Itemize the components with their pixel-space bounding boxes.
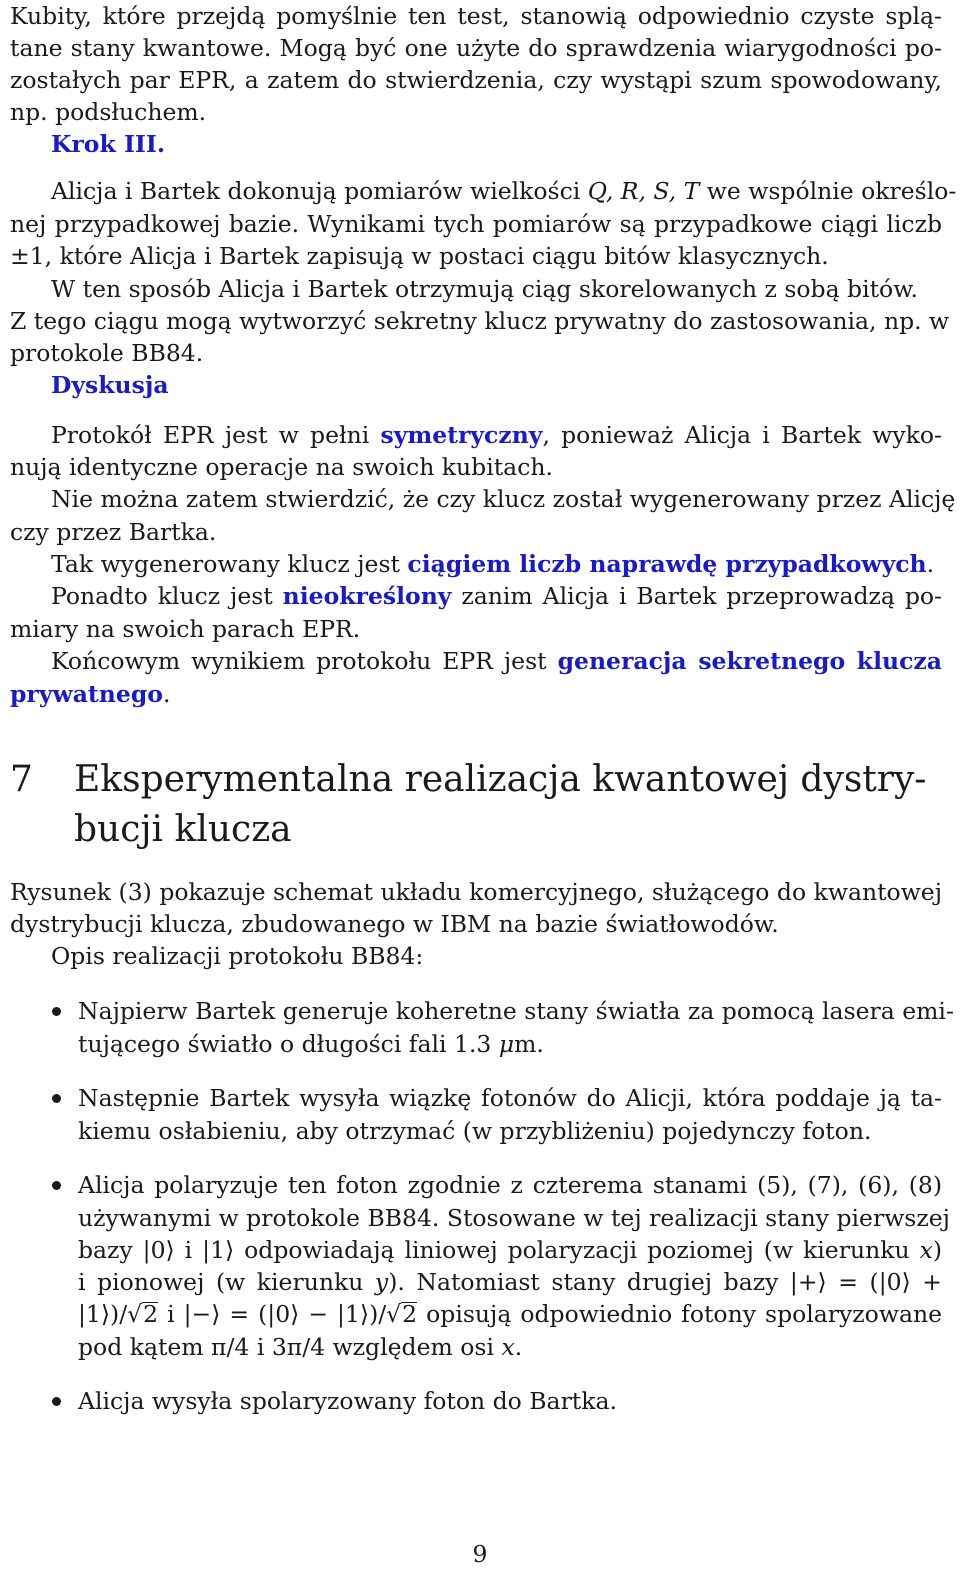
text-line: zostałych par EPR, a zatem do stwierdzenia, czy wystąpi szum spowodowany, [10, 66, 942, 94]
text-line: Tak wygenerowany klucz jest ciągiem liczb naprawdę przypadkowych. [51, 550, 935, 578]
section-number: 7 [10, 759, 33, 800]
text-line: Końcowym wynikiem protokołu EPR jest generacja sekretnego klucza [51, 647, 942, 675]
list-item: |1⟩)/√2 i |−⟩ = (|0⟩ − |1⟩)/√2 opisują odpowiednio fotony spolaryzowane [78, 1300, 943, 1328]
discussion-heading: Dyskusja [51, 371, 169, 399]
text-line: Alicja i Bartek dokonują pomiarów wielkości Q, R, S, T we wspólnie określo- [51, 177, 957, 205]
list-item: Alicja polaryzuje ten foton zgodnie z czterema stanami (5), (7), (6), (8) [78, 1171, 942, 1199]
text-line: Rysunek (3) pokazuje schemat układu komercyjnego, służącego do kwantowej [10, 878, 942, 906]
text-line: Protokół EPR jest w pełni symetryczny, ponieważ Alicja i Bartek wyko- [51, 421, 942, 449]
text-line: nują identyczne operacje na swoich kubitach. [10, 453, 553, 481]
text-line: protokole BB84. [10, 339, 204, 367]
bullet-marker [52, 1397, 61, 1406]
text-line: prywatnego. [10, 680, 171, 708]
step-heading: Krok III. [51, 130, 166, 158]
bullet-marker [52, 1094, 61, 1103]
list-item: Następnie Bartek wysyła wiązkę fotonów do Alicji, która poddaje ją ta- [78, 1084, 942, 1112]
text-line: Kubity, które przejdą pomyślnie ten test, stanowią odpowiednio czyste splą- [10, 2, 942, 30]
text-line: Opis realizacji protokołu BB84: [51, 942, 424, 970]
list-item: Alicja wysyła spolaryzowany foton do Bartka. [78, 1387, 617, 1415]
list-item: i pionowej (w kierunku y). Natomiast stany drugiej bazy |+⟩ = (|0⟩ + [78, 1268, 942, 1296]
list-item: bazy |0⟩ i |1⟩ odpowiadają liniowej polaryzacji poziomej (w kierunku x) [78, 1236, 942, 1264]
list-item: kiemu osłabieniu, aby otrzymać (w przybliżeniu) pojedynczy foton. [78, 1117, 872, 1145]
bullet-marker [52, 1181, 61, 1190]
text-line: Nie można zatem stwierdzić, że czy klucz został wygenerowany przez Alicję [51, 485, 956, 513]
list-item: pod kątem π/4 i 3π/4 względem osi x. [78, 1333, 523, 1361]
text-line: np. podsłuchem. [10, 98, 207, 126]
text-line: Ponadto klucz jest nieokreślony zanim Alicja i Bartek przeprowadzą po- [51, 582, 942, 610]
text-line: nej przypadkowej bazie. Wynikami tych pomiarów są przypadkowe ciągi liczb [10, 210, 942, 238]
list-item: Najpierw Bartek generuje koheretne stany światła za pomocą lasera emi- [78, 997, 954, 1025]
bullet-marker [52, 1007, 61, 1016]
section-title: Eksperymentalna realizacja kwantowej dystry- [74, 759, 927, 800]
text-line: ±1, które Alicja i Bartek zapisują w postaci ciągu bitów klasycznych. [10, 242, 829, 270]
text-line: dystrybucji klucza, zbudowanego w IBM na bazie światłowodów. [10, 910, 779, 938]
text-line: tane stany kwantowe. Mogą być one użyte do sprawdzenia wiarygodności po- [10, 34, 942, 62]
text-line: Z tego ciągu mogą wytworzyć sekretny klucz prywatny do zastosowania, np. w [10, 307, 950, 335]
list-item: tującego światło o długości fali 1.3 μm. [78, 1030, 544, 1058]
section-title: bucji klucza [74, 809, 292, 850]
page-number: 9 [472, 1540, 488, 1568]
list-item: używanymi w protokole BB84. Stosowane w tej realizacji stany pierwszej [78, 1204, 950, 1232]
text-line: czy przez Bartka. [10, 518, 217, 546]
text-line: W ten sposób Alicja i Bartek otrzymują ciąg skorelowanych z sobą bitów. [51, 275, 918, 303]
text-line: miary na swoich parach EPR. [10, 615, 361, 643]
